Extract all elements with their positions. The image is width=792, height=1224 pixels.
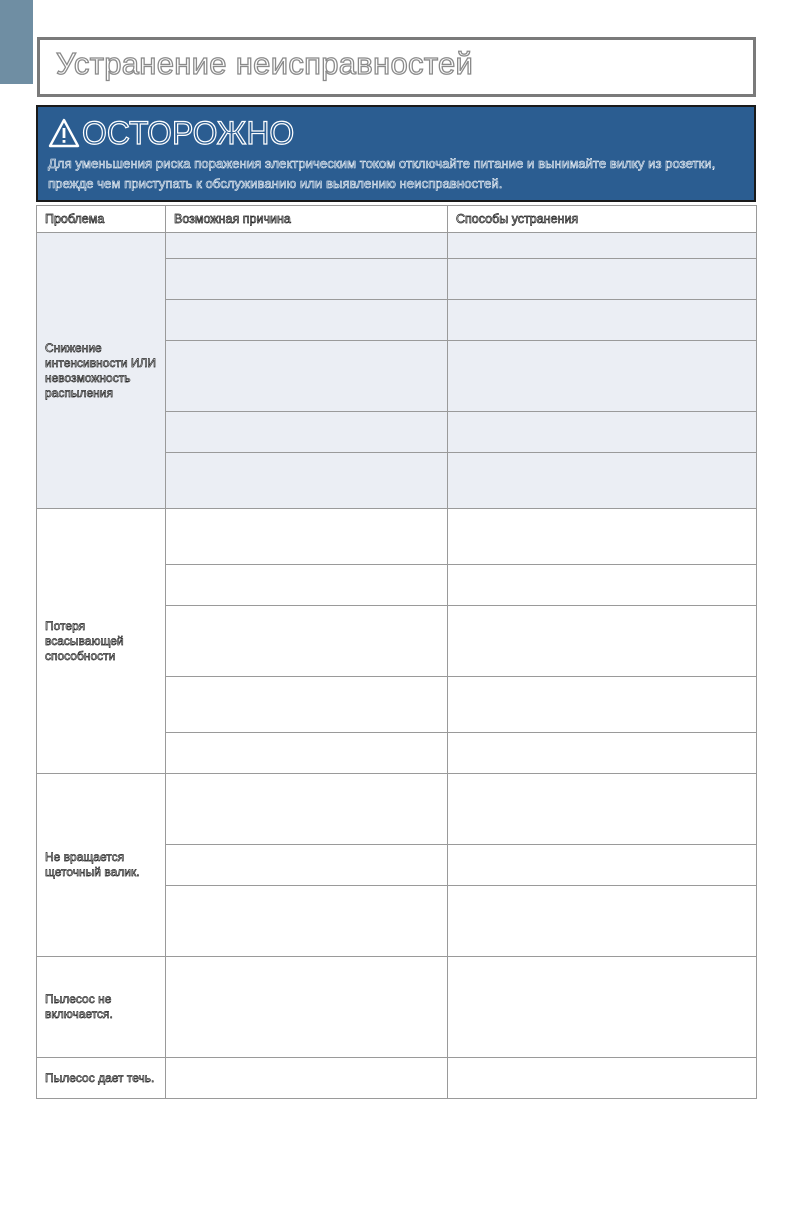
warning-box	[36, 105, 756, 202]
cause-cell	[166, 1058, 448, 1099]
solution-cell	[448, 774, 757, 845]
warning-triangle-icon	[48, 118, 80, 148]
section-tab	[0, 0, 33, 84]
cause-cell	[166, 845, 448, 886]
solution-cell	[448, 259, 757, 300]
solution-cell	[448, 886, 757, 957]
cause-cell	[166, 233, 448, 259]
cause-cell	[166, 509, 448, 565]
solution-cell	[448, 845, 757, 886]
cause-cell	[166, 677, 448, 733]
header-cause: Возможная причина	[166, 206, 448, 233]
solution-cell	[448, 565, 757, 606]
solution-cell	[448, 509, 757, 565]
title-box	[37, 37, 756, 97]
solution-cell	[448, 1058, 757, 1099]
cause-cell	[166, 606, 448, 677]
warning-text: Для уменьшения риска поражения электрическим током отключайте питание и вынимайте вилку из розетки, прежде чем приступать к обслуживанию или выявлению неисправностей.	[48, 156, 716, 191]
cause-cell	[166, 453, 448, 509]
table-row	[37, 509, 757, 565]
solution-cell	[448, 233, 757, 259]
warning-title: ОСТОРОЖНО	[82, 115, 295, 151]
cause-cell	[166, 774, 448, 845]
problem-cell: Пылесос не включается.	[37, 957, 166, 1058]
warning-header	[48, 115, 294, 151]
table-row	[37, 1058, 757, 1099]
header-solution: Способы устранения	[448, 206, 757, 233]
solution-cell	[448, 606, 757, 677]
table-row	[37, 233, 757, 259]
cause-cell	[166, 957, 448, 1058]
solution-cell	[448, 412, 757, 453]
cause-cell	[166, 565, 448, 606]
problem-cell: Пылесос дает течь.	[37, 1058, 166, 1099]
solution-cell	[448, 300, 757, 341]
table-row	[37, 774, 757, 845]
cause-cell	[166, 259, 448, 300]
solution-cell	[448, 957, 757, 1058]
cause-cell	[166, 300, 448, 341]
solution-cell	[448, 341, 757, 412]
page-title: Устранение неисправностей	[56, 46, 474, 81]
cause-cell	[166, 341, 448, 412]
cause-cell	[166, 733, 448, 774]
problem-cell: Потеря всасывающей способности	[37, 509, 166, 774]
solution-cell	[448, 677, 757, 733]
table-header-row	[37, 206, 757, 233]
cause-cell	[166, 412, 448, 453]
troubleshooting-table	[36, 205, 757, 1099]
solution-cell	[448, 733, 757, 774]
problem-cell: Не вращается щеточный валик.	[37, 774, 166, 957]
cause-cell	[166, 886, 448, 957]
problem-cell: Снижение интенсивности ИЛИ невозможность распыления	[37, 233, 166, 509]
solution-cell	[448, 453, 757, 509]
table-row	[37, 957, 757, 1058]
header-problem: Проблема	[37, 206, 166, 233]
